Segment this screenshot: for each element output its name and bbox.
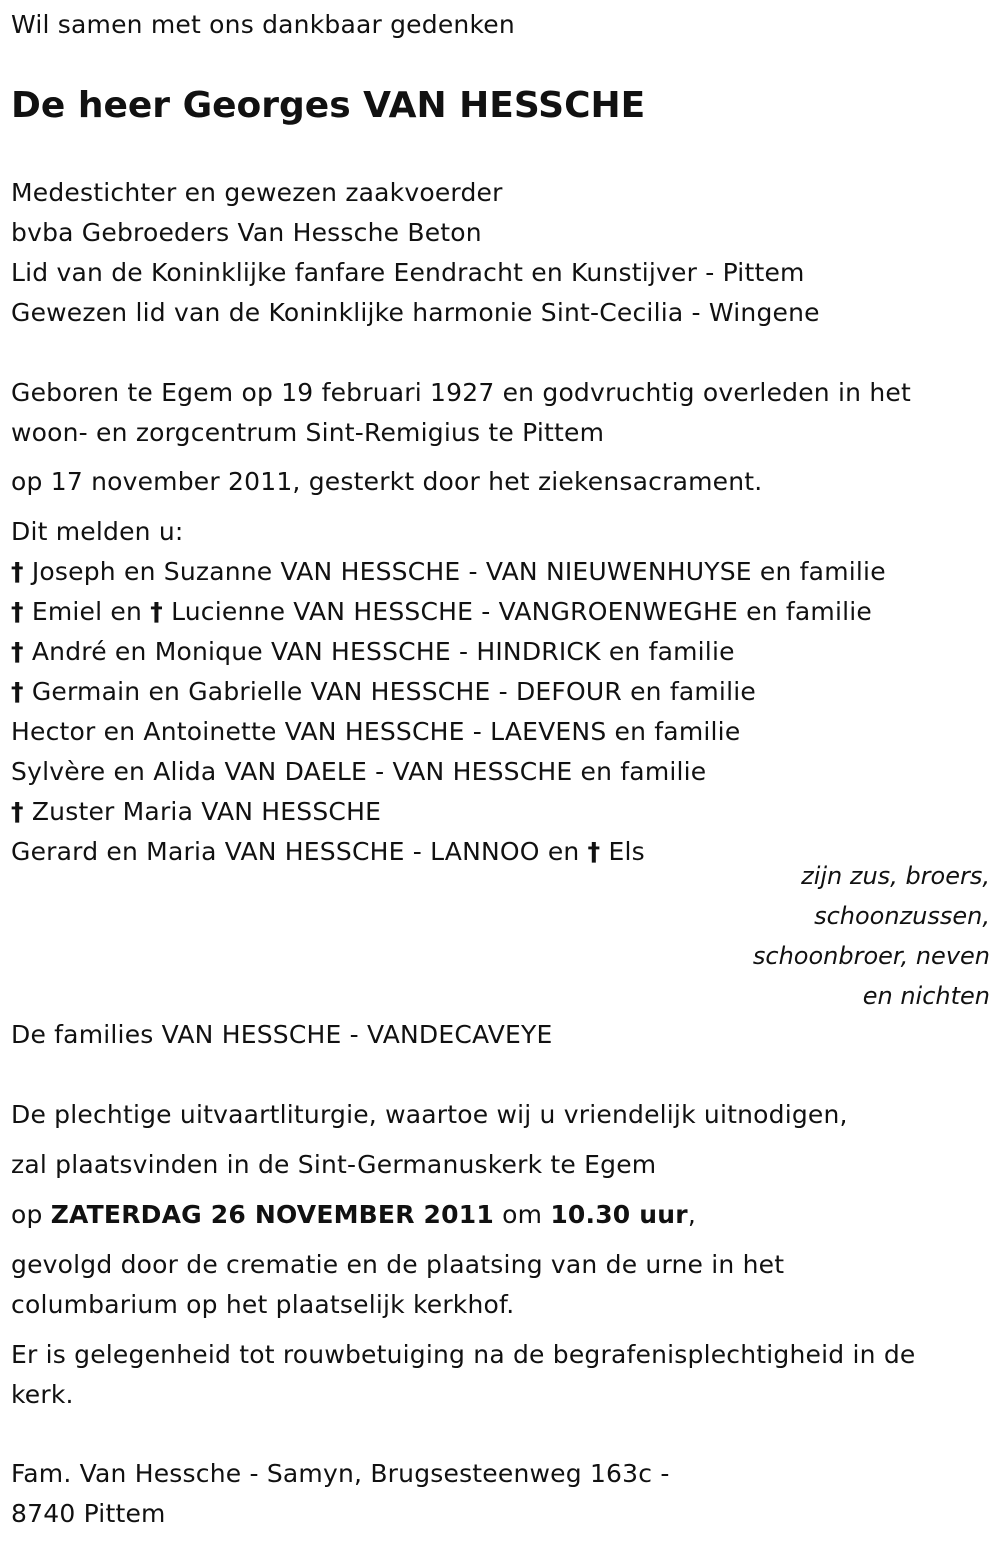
family-line-1 [11, 555, 886, 589]
family-text: Gerard en Maria VAN HESSCHE - LANNOO en [11, 837, 580, 866]
funeral-line-1: De plechtige uitvaartliturgie, waartoe wij u vriendelijk uitnodigen, [11, 1100, 848, 1129]
relation-line-4: en nichten [862, 982, 990, 1010]
cross-icon: † [11, 797, 24, 826]
family-line-2 [11, 595, 872, 629]
relation-line-1: zijn zus, broers, [801, 862, 990, 890]
family-line-7 [11, 795, 381, 829]
funeral-line-3 [11, 1198, 696, 1232]
funeral-at: om [502, 1200, 543, 1229]
family-text: Joseph en Suzanne VAN HESSCHE - VAN NIEUWENHUYSE en familie [31, 557, 886, 586]
role-line-2: bvba Gebroeders Van Hessche Beton [11, 218, 482, 247]
funeral-line-6: Er is gelegenheid tot rouwbetuiging na de begrafenisplechtigheid in de [11, 1340, 916, 1369]
funeral-on: op [11, 1200, 43, 1229]
family-line-5: Hector en Antoinette VAN HESSCHE - LAEVENS en familie [11, 717, 741, 746]
family-text: Lucienne VAN HESSCHE - VANGROENWEGHE en familie [171, 597, 872, 626]
birth-line-2: woon- en zorgcentrum Sint-Remigius te Pittem [11, 418, 605, 447]
family-text: Els [608, 837, 645, 866]
role-line-4: Gewezen lid van de Koninklijke harmonie Sint-Cecilia - Wingene [11, 298, 820, 327]
family-line-3 [11, 635, 735, 669]
cross-icon: † [11, 637, 24, 666]
relation-line-3: schoonbroer, neven [752, 942, 990, 970]
funeral-date: ZATERDAG 26 NOVEMBER 2011 [50, 1200, 494, 1229]
role-line-3: Lid van de Koninklijke fanfare Eendracht en Kunstijver - Pittem [11, 258, 805, 287]
cross-icon: † [150, 597, 163, 626]
family-text: Emiel en [31, 597, 143, 626]
birth-line-3: op 17 november 2011, gesterkt door het ziekensacrament. [11, 467, 763, 496]
relation-line-2: schoonzussen, [814, 902, 990, 930]
family-line-4 [11, 675, 756, 709]
cross-icon: † [587, 837, 601, 866]
families-text: De families VAN HESSCHE - VANDECAVEYE [11, 1020, 553, 1049]
cross-icon: † [11, 677, 24, 706]
funeral-line-2: zal plaatsvinden in de Sint-Germanuskerk te Egem [11, 1150, 657, 1179]
intro-text: Wil samen met ons dankbaar gedenken [11, 10, 515, 39]
deceased-name: De heer Georges VAN HESSCHE [11, 85, 646, 126]
family-line-6: Sylvère en Alida VAN DAELE - VAN HESSCHE en familie [11, 757, 707, 786]
role-line-1: Medestichter en gewezen zaakvoerder [11, 178, 503, 207]
funeral-line-5: columbarium op het plaatselijk kerkhof. [11, 1290, 515, 1319]
cross-icon: † [11, 597, 24, 626]
address-line-2: 8740 Pittem [11, 1499, 166, 1528]
address-line-1: Fam. Van Hessche - Samyn, Brugsesteenweg 163c - [11, 1459, 670, 1488]
funeral-line-4: gevolgd door de crematie en de plaatsing van de urne in het [11, 1250, 785, 1279]
announce-text: Dit melden u: [11, 517, 184, 546]
birth-line-1: Geboren te Egem op 19 februari 1927 en godvruchtig overleden in het [11, 378, 911, 407]
cross-icon: † [11, 557, 24, 586]
family-line-8 [11, 835, 645, 869]
family-text: Zuster Maria VAN HESSCHE [31, 797, 382, 826]
family-text: Germain en Gabrielle VAN HESSCHE - DEFOUR en familie [31, 677, 756, 706]
family-text: André en Monique VAN HESSCHE - HINDRICK en familie [31, 637, 735, 666]
funeral-time: 10.30 uur [550, 1200, 688, 1229]
funeral-line-7: kerk. [11, 1380, 74, 1409]
funeral-comma: , [687, 1200, 696, 1229]
